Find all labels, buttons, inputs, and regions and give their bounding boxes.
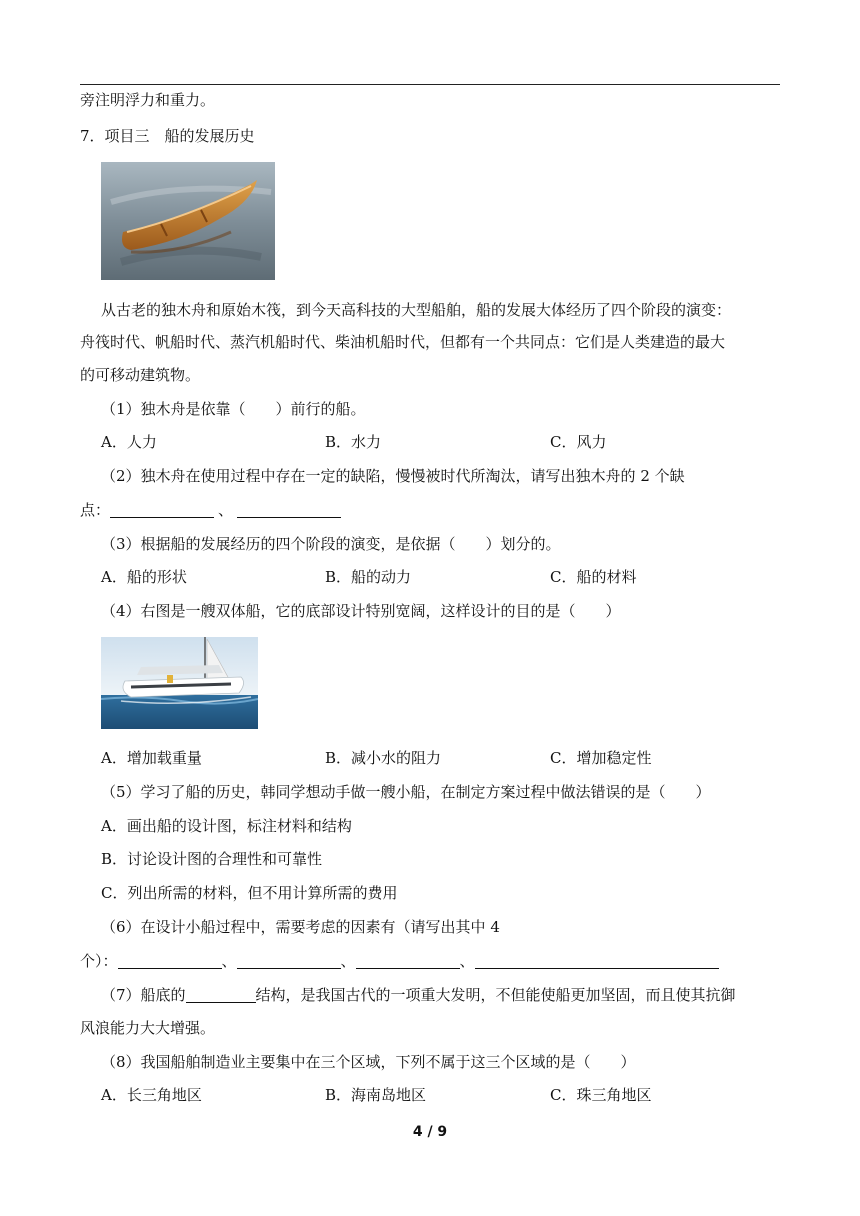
q6-blank-2[interactable]	[237, 952, 341, 969]
q7-stem-line	[101, 983, 801, 1007]
q6-answer-prefix: 个）：	[80, 952, 118, 970]
passage-line-2: 舟筏时代、帆船时代、蒸汽机船时代、柴油机船时代，但都有一个共同点：它们是人类建造的最大	[80, 333, 726, 351]
q2-answer-line	[80, 498, 780, 522]
q5-stem: （5）学习了船的历史，韩同学想动手做一艘小船，在制定方案过程中做法错误的是（ ）	[101, 783, 711, 801]
q2-blank-2[interactable]	[237, 501, 341, 518]
q8-option-a[interactable]: A．长三角地区	[101, 1086, 202, 1104]
q6-separator-3: 、	[459, 952, 475, 970]
q2-answer-prefix: 点：	[80, 501, 111, 519]
q6-blank-3[interactable]	[356, 952, 460, 969]
q1-option-c[interactable]: C．风力	[550, 433, 607, 451]
q7-stem-suffix: 结构，是我国古代的一项重大发明，不但能使船更加坚固，而且使其抗御	[255, 986, 736, 1004]
q7-stem-prefix: （7）船底的	[101, 986, 186, 1004]
q5-option-a[interactable]: A．画出船的设计图，标注材料和结构	[101, 817, 352, 835]
q8-option-c[interactable]: C．珠三角地区	[550, 1086, 652, 1104]
intro-line: 旁注明浮力和重力。	[80, 91, 216, 109]
page-number: 4 / 9	[412, 1124, 448, 1140]
q1-option-a[interactable]: A．人力	[101, 433, 157, 451]
question-7-title: 7．项目三 船的发展历史	[80, 127, 255, 145]
q1-stem: （1）独木舟是依靠（ ）前行的船。	[101, 400, 366, 418]
q3-option-b[interactable]: B．船的动力	[325, 568, 412, 586]
q4-option-c[interactable]: C．增加稳定性	[550, 749, 652, 767]
q3-stem: （3）根据船的发展经历的四个阶段的演变，是依据（ ）划分的。	[101, 535, 561, 553]
q2-separator: 、	[218, 501, 234, 519]
catamaran-photo	[101, 637, 258, 729]
q5-option-c[interactable]: C．列出所需的材料，但不用计算所需的费用	[101, 884, 398, 902]
q2-blank-1[interactable]	[110, 501, 214, 518]
q6-stem: （6）在设计小船过程中，需要考虑的因素有（请写出其中 4	[101, 918, 500, 936]
q6-blank-1[interactable]	[118, 952, 222, 969]
q1-option-b[interactable]: B．水力	[325, 433, 382, 451]
q6-separator-2: 、	[340, 952, 356, 970]
q8-stem: （8）我国船舶制造业主要集中在三个区域，下列不属于这三个区域的是（ ）	[101, 1053, 636, 1071]
q4-option-a[interactable]: A．增加载重量	[101, 749, 202, 767]
q2-stem: （2）独木舟在使用过程中存在一定的缺陷，慢慢被时代所淘汰，请写出独木舟的 2 个缺	[101, 467, 685, 485]
q7-blank[interactable]	[186, 986, 256, 1003]
q6-separator-1: 、	[221, 952, 237, 970]
q8-option-b[interactable]: B．海南岛地区	[325, 1086, 427, 1104]
passage-line-3: 的可移动建筑物。	[80, 366, 201, 384]
q5-option-b[interactable]: B．讨论设计图的合理性和可靠性	[101, 850, 323, 868]
header-rule	[80, 84, 780, 85]
passage-line-1: 从古老的独木舟和原始木筏，到今天高科技的大型船舶，船的发展大体经历了四个阶段的演变：	[101, 301, 732, 319]
q6-blank-4[interactable]	[475, 952, 719, 969]
q7-stem-continued: 风浪能力大大增强。	[80, 1019, 216, 1037]
q4-option-b[interactable]: B．减小水的阻力	[325, 749, 442, 767]
canoe-photo	[101, 162, 275, 280]
q3-option-c[interactable]: C．船的材料	[550, 568, 637, 586]
q3-option-a[interactable]: A．船的形状	[101, 568, 187, 586]
q6-answer-line	[80, 949, 780, 973]
q4-stem: （4）右图是一艘双体船，它的底部设计特别宽阔，这样设计的目的是（ ）	[101, 602, 621, 620]
